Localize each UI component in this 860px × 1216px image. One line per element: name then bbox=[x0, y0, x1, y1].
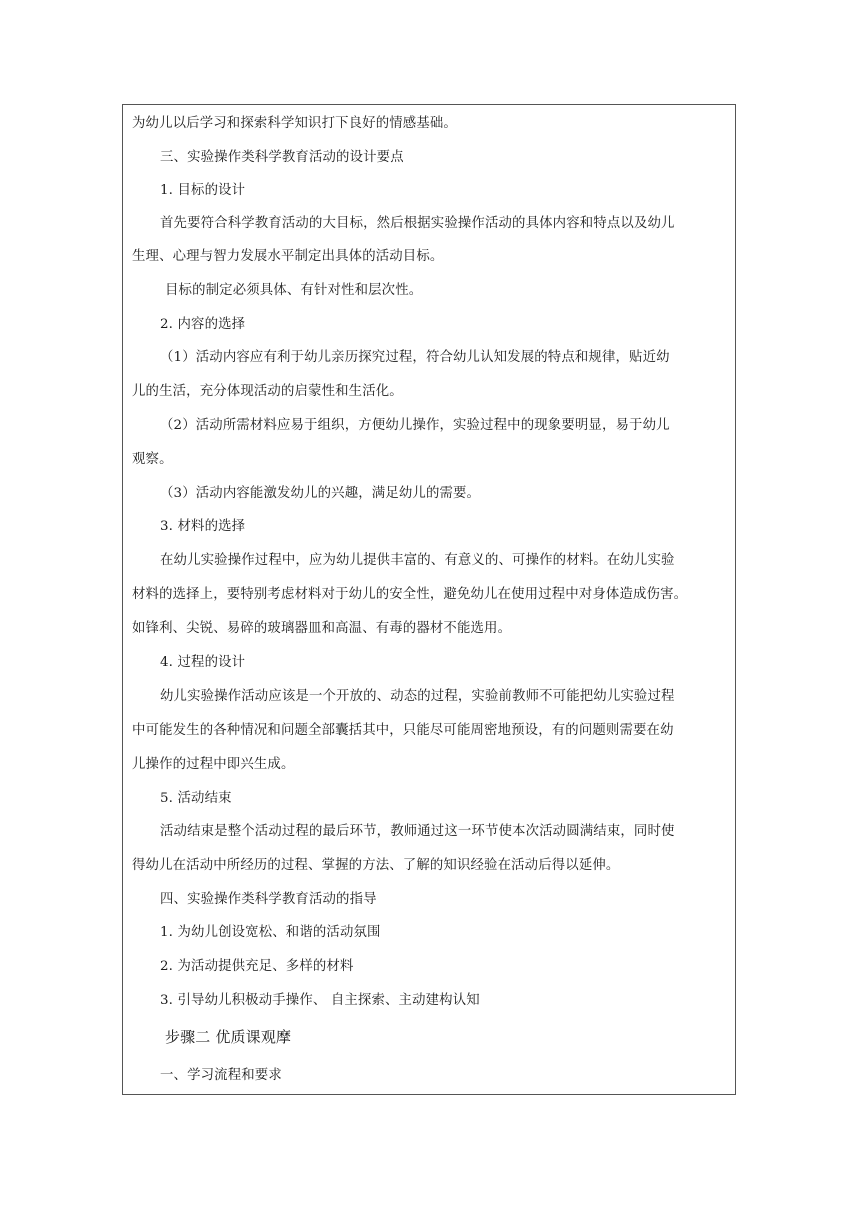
list-item: 1. 为幼儿创设宽松、和谐的活动氛围 bbox=[160, 925, 381, 940]
subsection-heading: 3. 材料的选择 bbox=[160, 519, 246, 534]
section-heading: 一、学习流程和要求 bbox=[160, 1068, 282, 1083]
text-line: （1）活动内容应有利于幼儿亲历探究过程，符合幼儿认知发展的特点和规律，贴近幼 bbox=[160, 350, 670, 365]
section-heading: 三、实验操作类科学教育活动的设计要点 bbox=[160, 150, 404, 165]
text-line: 活动结束是整个活动过程的最后环节，教师通过这一环节使本次活动圆满结束，同时使 bbox=[160, 824, 675, 839]
text-line: 中可能发生的各种情况和问题全部囊括其中，只能尽可能周密地预设，有的问题则需要在幼 bbox=[132, 723, 674, 738]
text-line: （2）活动所需材料应易于组织，方便幼儿操作，实验过程中的现象要明显，易于幼儿 bbox=[160, 418, 670, 433]
text-line: 材料的选择上，要特别考虑材料对于幼儿的安全性，避免幼儿在使用过程中对身体造成伤害。 bbox=[132, 587, 688, 602]
subsection-heading: 2. 内容的选择 bbox=[160, 317, 246, 332]
text-line: 在幼儿实验操作过程中，应为幼儿提供丰富的、有意义的、可操作的材料。在幼儿实验 bbox=[160, 553, 675, 568]
step-heading: 步骤二 优质课观摩 bbox=[165, 1028, 292, 1046]
text-line: 儿的生活，充分体现活动的启蒙性和生活化。 bbox=[132, 384, 403, 399]
text-line: （3）活动内容能激发幼儿的兴趣，满足幼儿的需要。 bbox=[160, 486, 481, 501]
section-heading: 四、实验操作类科学教育活动的指导 bbox=[160, 892, 377, 907]
text-line: 幼儿实验操作活动应该是一个开放的、动态的过程，实验前教师不可能把幼儿实验过程 bbox=[160, 689, 675, 704]
list-item: 2. 为活动提供充足、多样的材料 bbox=[160, 959, 354, 974]
text-line: 目标的制定必须具体、有针对性和层次性。 bbox=[165, 283, 423, 298]
text-line: 为幼儿以后学习和探索科学知识打下良好的情感基础。 bbox=[132, 116, 457, 131]
text-line: 首先要符合科学教育活动的大目标，然后根据实验操作活动的具体内容和特点以及幼儿 bbox=[160, 216, 675, 231]
list-item: 3. 引导幼儿积极动手操作、 自主探索、主动建构认知 bbox=[160, 993, 480, 1008]
text-line: 观察。 bbox=[132, 452, 173, 467]
text-line: 如锋利、尖锐、易碎的玻璃器皿和高温、有毒的器材不能选用。 bbox=[132, 621, 512, 636]
subsection-heading: 4. 过程的设计 bbox=[160, 655, 246, 670]
subsection-heading: 1. 目标的设计 bbox=[160, 183, 246, 198]
subsection-heading: 5. 活动结束 bbox=[160, 791, 232, 806]
text-line: 儿操作的过程中即兴生成。 bbox=[132, 757, 295, 772]
text-line: 得幼儿在活动中所经历的过程、掌握的方法、了解的知识经验在活动后得以延伸。 bbox=[132, 858, 620, 873]
text-line: 生理、心理与智力发展水平制定出具体的活动目标。 bbox=[132, 249, 444, 264]
